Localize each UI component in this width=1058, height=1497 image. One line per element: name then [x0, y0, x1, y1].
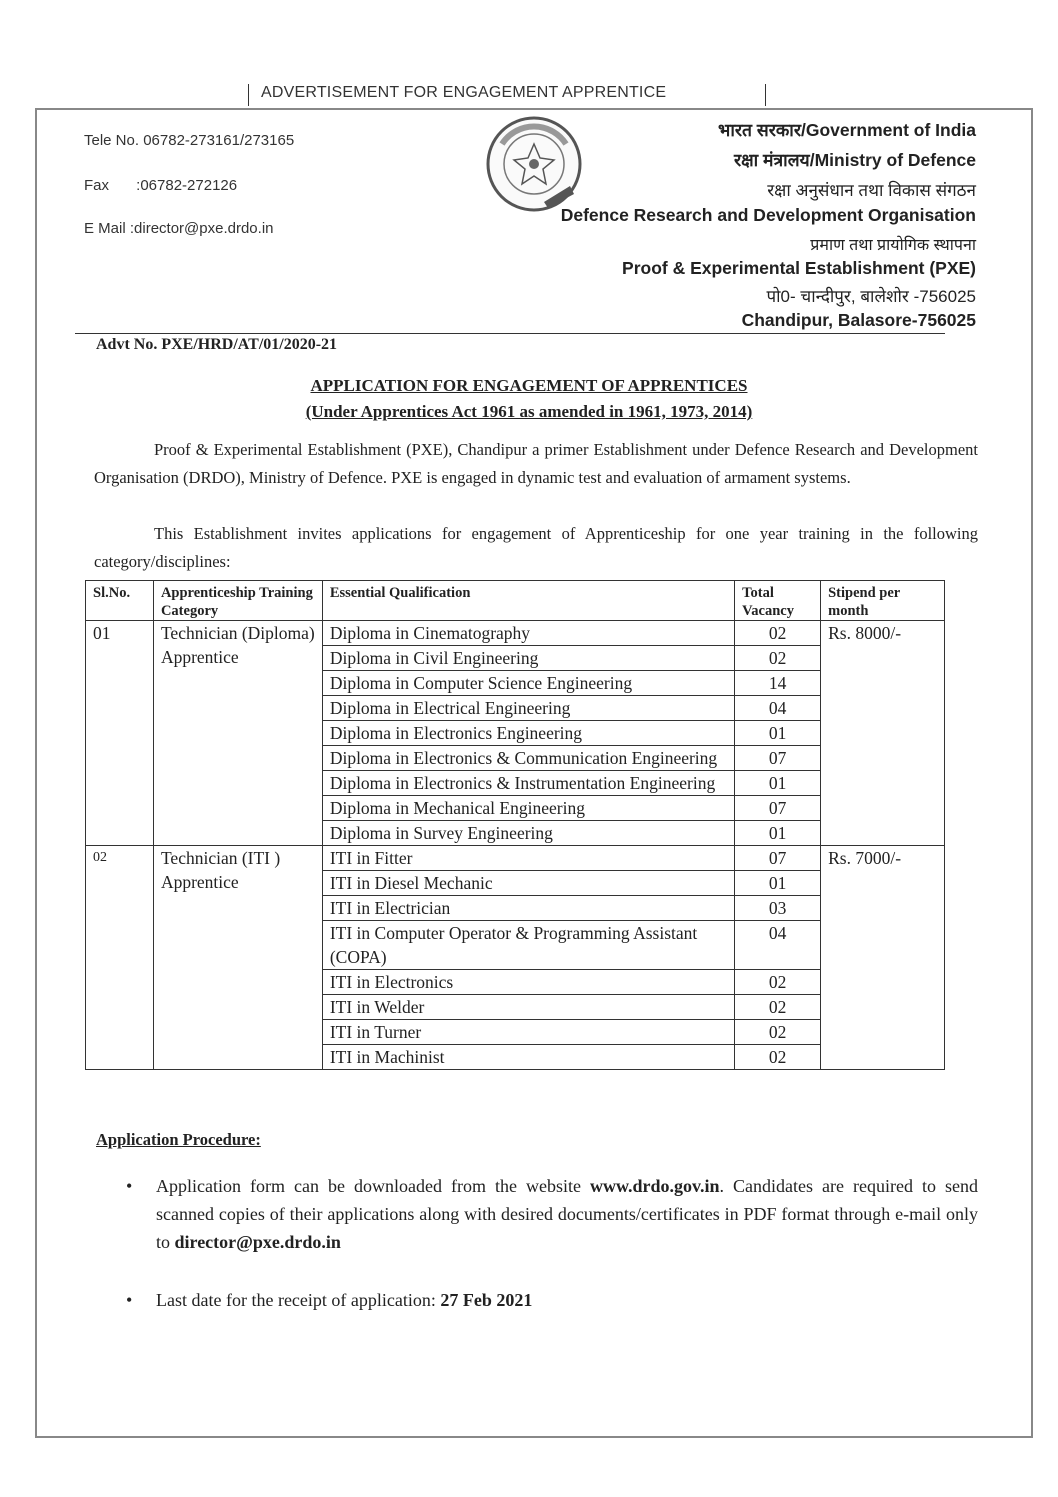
stipend-cell: Rs. 8000/- [821, 621, 945, 846]
bullet-icon: • [126, 1176, 133, 1196]
email-line [84, 220, 274, 237]
telephone-number: Tele No. 06782-273161/273165 [84, 132, 295, 149]
category-cell: Technician (Diploma) Apprentice [153, 621, 322, 846]
intro-paragraph: Proof & Experimental Establishment (PXE), Chandipur a primer Establishment under Defence Research and Development Organisation (DRDO), Ministry of Defence. PXE is engaged in dynamic test and evaluation of armament systems. [94, 440, 978, 487]
qualification-cell: Diploma in Mechanical Engineering [322, 796, 734, 821]
drdo-english-line: Defence Research and Development Organisation [560, 205, 976, 225]
government-line: भारत सरकार/Government of India [718, 120, 976, 140]
email-label: E Mail [84, 220, 126, 237]
vacancy-cell: 02 [735, 646, 821, 671]
invitation-paragraph: This Establishment invites applications for engagement of Apprenticeship for one year training in the following category/disciplines: [94, 524, 978, 571]
qualification-cell: Diploma in Electronics Engineering [322, 721, 734, 746]
qualification-cell: Diploma in Survey Engineering [322, 821, 734, 846]
table-header-row [86, 581, 945, 621]
fax-number: :06782-272126 [136, 177, 238, 194]
vacancy-cell: 01 [735, 871, 821, 896]
qualification-cell: ITI in Diesel Mechanic [322, 871, 734, 896]
vacancy-cell: 01 [735, 721, 821, 746]
slno-cell: 01 [86, 621, 154, 846]
email-link[interactable]: director@pxe.drdo.in [174, 1232, 341, 1252]
procedure-text [156, 1172, 978, 1256]
qualification-cell: Diploma in Computer Science Engineering [322, 671, 734, 696]
drdo-emblem-icon [484, 114, 584, 214]
table-row [86, 846, 945, 871]
website-link[interactable]: www.drdo.gov.in [589, 1176, 720, 1196]
vacancy-cell: 07 [735, 846, 821, 871]
last-date-value: 27 Feb 2021 [440, 1290, 533, 1310]
vacancy-cell: 07 [735, 796, 821, 821]
qualification-cell: ITI in Computer Operator & Programming Assistant (COPA) [322, 921, 734, 970]
stipend-cell: Rs. 7000/- [821, 846, 945, 1070]
table-row [86, 621, 945, 646]
qualification-cell: Diploma in Electronics & Instrumentation Engineering [322, 771, 734, 796]
vacancy-cell: 04 [735, 921, 821, 970]
header-divider [75, 333, 945, 334]
vacancy-cell: 01 [735, 771, 821, 796]
procedure-text-part: Application form can be downloaded from the website [156, 1176, 590, 1196]
vacancy-cell: 02 [735, 995, 821, 1020]
ministry-line: रक्षा मंत्रालय/Ministry of Defence [733, 150, 976, 170]
last-date-text [156, 1286, 978, 1314]
vacancy-cell: 02 [735, 970, 821, 995]
bullet-icon: • [126, 1290, 133, 1310]
procedure-item [126, 1286, 978, 1314]
pxe-english-line: Proof & Experimental Establishment (PXE) [622, 258, 976, 278]
vacancy-cell: 01 [735, 821, 821, 846]
address-english-line: Chandipur, Balasore-756025 [741, 310, 976, 330]
slno-cell: 02 [86, 846, 154, 1070]
qualification-cell: ITI in Turner [322, 1020, 734, 1045]
address-hindi-line: पो0- चान्दीपुर, बालेशोर -756025 [766, 287, 976, 306]
header-qualification: Essential Qualification [322, 581, 734, 621]
header-category: Apprenticeship Training Category [153, 581, 322, 621]
header-stipend: Stipend per month [821, 581, 945, 621]
qualification-cell: ITI in Welder [322, 995, 734, 1020]
qualification-cell: ITI in Fitter [322, 846, 734, 871]
advertisement-number: Advt No. PXE/HRD/AT/01/2020-21 [96, 336, 338, 353]
qualification-cell: Diploma in Electrical Engineering [322, 696, 734, 721]
fax-line [84, 177, 237, 194]
vacancy-cell: 03 [735, 896, 821, 921]
category-cell: Technician (ITI ) Apprentice [153, 846, 322, 1070]
qualification-cell: ITI in Electrician [322, 896, 734, 921]
email-address: :director@pxe.drdo.in [129, 220, 274, 237]
qualification-cell: Diploma in Civil Engineering [322, 646, 734, 671]
qualification-cell: ITI in Machinist [322, 1045, 734, 1070]
procedure-title: Application Procedure: [96, 1130, 261, 1149]
advertisement-title: ADVERTISEMENT FOR ENGAGEMENT APPRENTICE [248, 84, 766, 106]
drdo-hindi-line: रक्षा अनुसंधान तथा विकास संगठन [767, 181, 976, 200]
procedure-text-part: . Candidates are required to send scanned copies of their applications along with desired documents/certificates in PDF format through e-mail only to [156, 1176, 978, 1252]
page-title: APPLICATION FOR ENGAGEMENT OF APPRENTICES [310, 376, 748, 395]
qualification-cell: Diploma in Cinematography [322, 621, 734, 646]
header-slno: Sl.No. [86, 581, 154, 621]
vacancy-cell: 04 [735, 696, 821, 721]
vacancy-cell: 07 [735, 746, 821, 771]
page-subtitle: (Under Apprentices Act 1961 as amended in 1961, 1973, 2014) [305, 402, 753, 421]
procedure-item [126, 1172, 978, 1256]
vacancy-cell: 02 [735, 1020, 821, 1045]
vacancy-cell: 02 [735, 621, 821, 646]
qualification-cell: ITI in Electronics [322, 970, 734, 995]
pxe-hindi-line: प्रमाण तथा प्रायोगिक स्थापना [810, 237, 976, 254]
vacancy-table [85, 580, 945, 1070]
last-date-label: Last date for the receipt of application: [156, 1290, 441, 1310]
fax-label: Fax [84, 177, 110, 194]
qualification-cell: Diploma in Electronics & Communication Engineering [322, 746, 734, 771]
vacancy-cell: 02 [735, 1045, 821, 1070]
vacancy-cell: 14 [735, 671, 821, 696]
header-vacancy: Total Vacancy [735, 581, 821, 621]
